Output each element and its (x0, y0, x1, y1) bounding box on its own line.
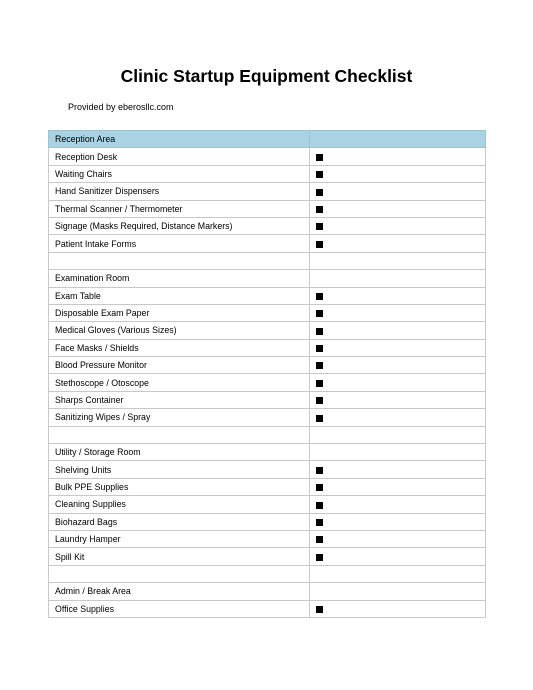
checkbox-cell (310, 322, 486, 339)
section-heading-blank-cell (310, 131, 486, 148)
checkbox-icon[interactable] (316, 189, 323, 196)
checkbox-cell (310, 409, 486, 426)
checkbox-cell (310, 600, 486, 617)
item-label: Bulk PPE Supplies (49, 478, 310, 495)
checklist-row (49, 461, 486, 478)
checkbox-icon[interactable] (316, 362, 323, 369)
blank-cell (49, 565, 310, 582)
checkbox-icon[interactable] (316, 397, 323, 404)
checkbox-icon[interactable] (316, 536, 323, 543)
checkbox-icon[interactable] (316, 206, 323, 213)
item-label: Biohazard Bags (49, 513, 310, 530)
checkbox-icon[interactable] (316, 415, 323, 422)
item-label: Office Supplies (49, 600, 310, 617)
checklist-row (49, 391, 486, 408)
item-label: Sharps Container (49, 391, 310, 408)
section-heading-row (49, 444, 486, 461)
checkbox-cell (310, 217, 486, 234)
checkbox-icon[interactable] (316, 502, 323, 509)
section-heading-blank-cell (310, 583, 486, 600)
item-label: Disposable Exam Paper (49, 304, 310, 321)
checklist-row (49, 339, 486, 356)
checkbox-icon[interactable] (316, 554, 323, 561)
checkbox-icon[interactable] (316, 241, 323, 248)
checklist-row (49, 409, 486, 426)
checkbox-cell (310, 339, 486, 356)
checklist-row (49, 217, 486, 234)
checkbox-cell (310, 165, 486, 182)
checkbox-cell (310, 235, 486, 252)
checkbox-icon[interactable] (316, 171, 323, 178)
checkbox-cell (310, 548, 486, 565)
checkbox-icon[interactable] (316, 467, 323, 474)
checkbox-cell (310, 478, 486, 495)
checkbox-cell (310, 530, 486, 547)
section-heading: Admin / Break Area (49, 583, 310, 600)
item-label: Face Masks / Shields (49, 339, 310, 356)
checklist-table (48, 130, 486, 618)
checklist-row (49, 548, 486, 565)
item-label: Spill Kit (49, 548, 310, 565)
checkbox-cell (310, 374, 486, 391)
checklist-row (49, 287, 486, 304)
provider-credit: Provided by eberosllc.com (68, 102, 174, 112)
checklist-row (49, 478, 486, 495)
checkbox-icon[interactable] (316, 345, 323, 352)
item-label: Stethoscope / Otoscope (49, 374, 310, 391)
section-heading-blank-cell (310, 444, 486, 461)
section-heading: Reception Area (49, 131, 310, 148)
checkbox-cell (310, 391, 486, 408)
checkbox-icon[interactable] (316, 310, 323, 317)
item-label: Medical Gloves (Various Sizes) (49, 322, 310, 339)
item-label: Blood Pressure Monitor (49, 357, 310, 374)
checklist-row (49, 374, 486, 391)
section-heading: Examination Room (49, 270, 310, 287)
blank-cell (310, 565, 486, 582)
checkbox-icon[interactable] (316, 223, 323, 230)
page-title: Clinic Startup Equipment Checklist (120, 66, 413, 86)
blank-row (49, 426, 486, 443)
item-label: Patient Intake Forms (49, 235, 310, 252)
section-heading-row (49, 583, 486, 600)
checkbox-cell (310, 513, 486, 530)
checklist-row (49, 530, 486, 547)
item-label: Cleaning Supplies (49, 496, 310, 513)
blank-row (49, 252, 486, 269)
checklist-row (49, 183, 486, 200)
item-label: Shelving Units (49, 461, 310, 478)
checkbox-cell (310, 357, 486, 374)
checkbox-icon[interactable] (316, 154, 323, 161)
item-label: Thermal Scanner / Thermometer (49, 200, 310, 217)
item-label: Signage (Masks Required, Distance Markers) (49, 217, 310, 234)
blank-cell (49, 252, 310, 269)
checklist-row (49, 148, 486, 165)
blank-cell (49, 426, 310, 443)
item-label: Reception Desk (49, 148, 310, 165)
checklist-row (49, 322, 486, 339)
item-label: Sanitizing Wipes / Spray (49, 409, 310, 426)
checklist-row (49, 513, 486, 530)
item-label: Exam Table (49, 287, 310, 304)
item-label: Waiting Chairs (49, 165, 310, 182)
item-label: Laundry Hamper (49, 530, 310, 547)
checkbox-icon[interactable] (316, 328, 323, 335)
checklist-row (49, 165, 486, 182)
checkbox-icon[interactable] (316, 293, 323, 300)
checkbox-cell (310, 304, 486, 321)
section-heading: Utility / Storage Room (49, 444, 310, 461)
checkbox-cell (310, 148, 486, 165)
section-heading-row (49, 131, 486, 148)
checklist-row (49, 600, 486, 617)
checklist-row (49, 304, 486, 321)
section-heading-row (49, 270, 486, 287)
checkbox-cell (310, 183, 486, 200)
checkbox-cell (310, 496, 486, 513)
checklist-row (49, 357, 486, 374)
blank-cell (310, 252, 486, 269)
checklist-row (49, 235, 486, 252)
checkbox-cell (310, 287, 486, 304)
checklist-row (49, 496, 486, 513)
checklist-row (49, 200, 486, 217)
checkbox-icon[interactable] (316, 484, 323, 491)
checkbox-icon[interactable] (316, 606, 323, 613)
checkbox-icon[interactable] (316, 519, 323, 526)
blank-row (49, 565, 486, 582)
checkbox-icon[interactable] (316, 380, 323, 387)
checkbox-cell (310, 200, 486, 217)
section-heading-blank-cell (310, 270, 486, 287)
item-label: Hand Sanitizer Dispensers (49, 183, 310, 200)
checkbox-cell (310, 461, 486, 478)
blank-cell (310, 426, 486, 443)
